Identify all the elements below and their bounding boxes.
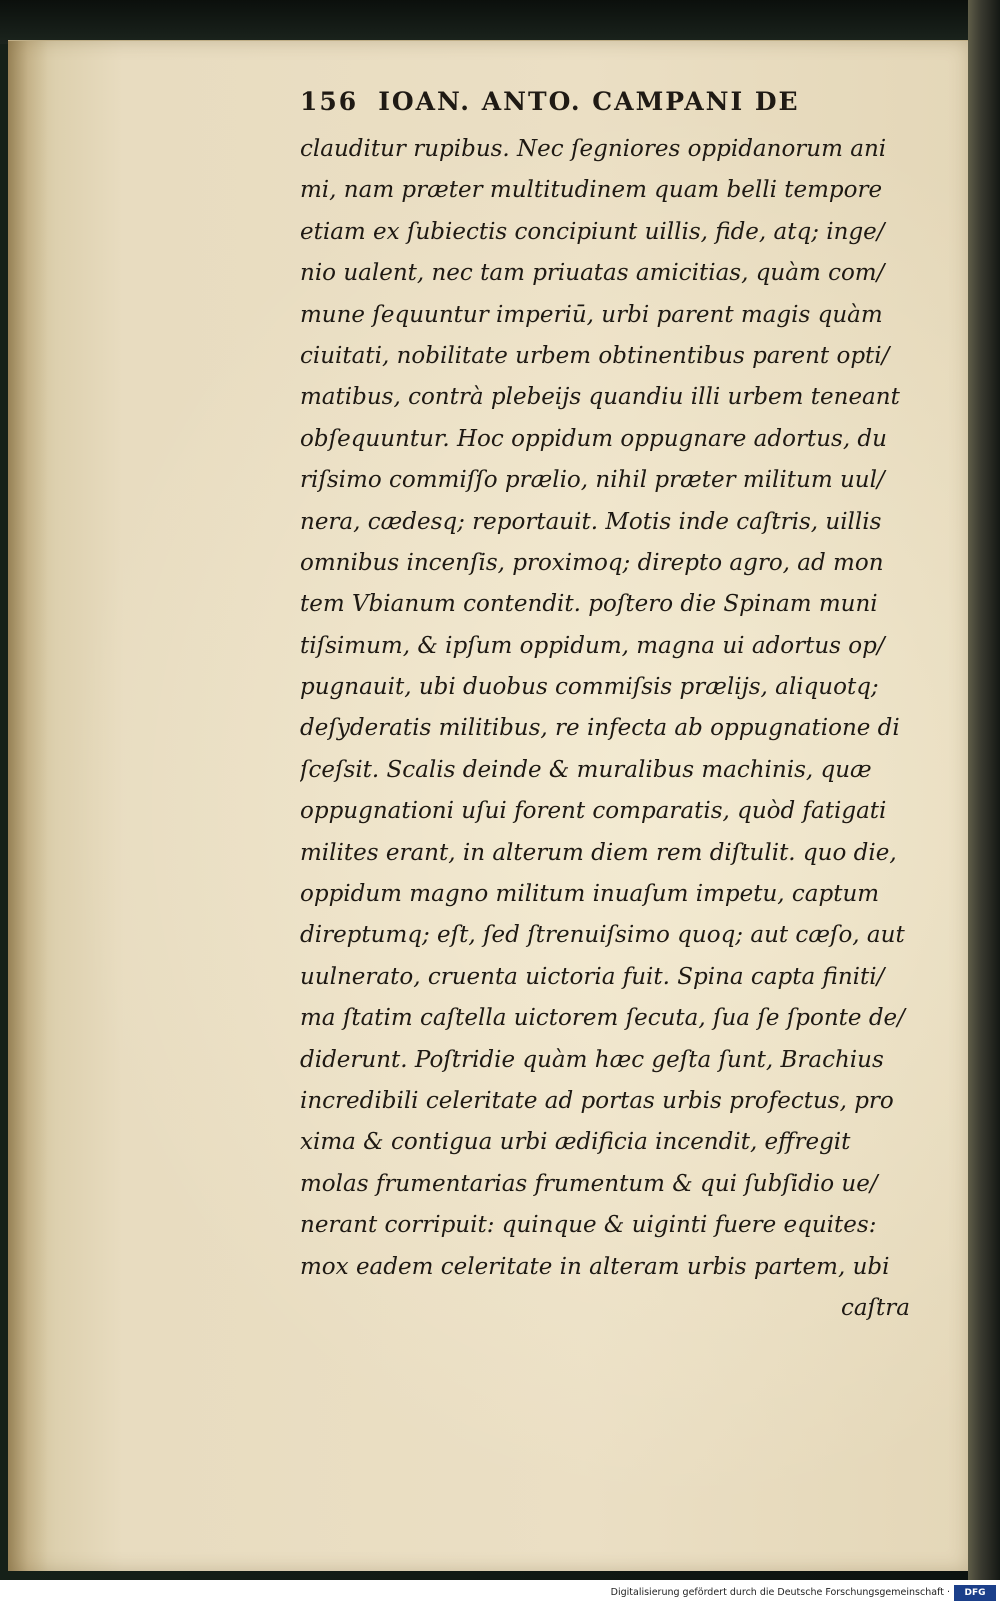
running-head — [300, 87, 860, 119]
text-line: pugnauit, ubi duobus commiſsis prælijs, aliquotq; — [300, 674, 879, 701]
text-line: obſequuntur. Hoc oppidum oppugnare adortus, du — [300, 425, 887, 452]
text-line: etiam ex ſubiectis concipiunt uillis, fide, atq; inge/ — [300, 218, 885, 245]
text-line: tem Vbianum contendit. poſtero die Spinam muni — [300, 591, 878, 618]
text-line: riſsimo commiſſo prælio, nihil præter militum uul/ — [300, 467, 885, 494]
text-line: mi, nam præter multitudinem quam belli tempore — [300, 177, 883, 204]
text-line: nio ualent, nec tam priuatas amicitias, quàm com/ — [300, 260, 885, 287]
body-text — [300, 129, 910, 1329]
page-gutter — [8, 41, 48, 1571]
text-line: molas frumentarias frumentum & qui ſubſidio ue/ — [300, 1170, 878, 1197]
scanner-top-edge — [0, 0, 1000, 44]
text-line: ciuitati, nobilitate urbem obtinentibus parent opti/ — [300, 342, 890, 369]
text-line: omnibus incenſis, proximoq; direpto agro, ad mon — [300, 549, 884, 576]
text-line: ma ſtatim caſtella uictorem ſecuta, ſua ſe ſponte de/ — [300, 1005, 905, 1032]
page-number: 156 — [300, 87, 359, 116]
text-line: matibus, contrà plebeijs quandiu illi urbem teneant — [300, 384, 900, 411]
book-edge — [968, 0, 1000, 1580]
running-head-title: IOAN. ANTO. CAMPANI DE — [378, 87, 800, 116]
text-line: oppidum magno militum inuaſum impetu, captum — [300, 881, 880, 908]
text-line: incredibili celeritate ad portas urbis profectus, pro — [300, 1087, 894, 1114]
text-line: mox eadem celeritate in alteram urbis partem, ubi — [300, 1253, 890, 1280]
text-line: clauditur rupibus. Nec ſegniores oppidanorum ani — [300, 136, 887, 162]
text-line: uulnerato, cruenta uictoria fuit. Spina capta finiti/ — [300, 963, 885, 990]
text-line: nerant corripuit: quinque & uiginti fuere equites: — [300, 1212, 877, 1239]
text-line: xima & contigua urbi ædificia incendit, effregit — [300, 1129, 851, 1156]
dfg-logo: DFG — [954, 1585, 996, 1601]
text-line: ſceſsit. Scalis deinde & muralibus machinis, quæ — [300, 756, 872, 783]
text-line: tiſsimum, & ipſum oppidum, magna ui adortus op/ — [300, 632, 885, 659]
text-line: nera, cædesq; reportauit. Motis inde caſtris, uillis — [300, 508, 882, 535]
book-page — [8, 40, 968, 1571]
catchword: caſtra — [840, 1294, 910, 1321]
text-line: milites erant, in alterum diem rem diſtulit. quo die, — [300, 839, 897, 866]
text-line: deſyderatis militibus, re infecta ab oppugnatione di — [300, 715, 900, 742]
digitization-credit: Digitalisierung gefördert durch die Deutsche Forschungsgemeinschaft · — [610, 1587, 950, 1598]
text-line: oppugnationi uſui forent comparatis, quòd fatigati — [300, 798, 887, 825]
text-line: direptumq; eſt, ſed ſtrenuiſsimo quoq; aut cæſo, aut — [300, 922, 905, 949]
text-line: diderunt. Poſtridie quàm hæc geſta ſunt, Brachius — [300, 1046, 884, 1073]
text-line: mune ſequuntur imperiū, urbi parent magis quàm — [300, 301, 883, 328]
